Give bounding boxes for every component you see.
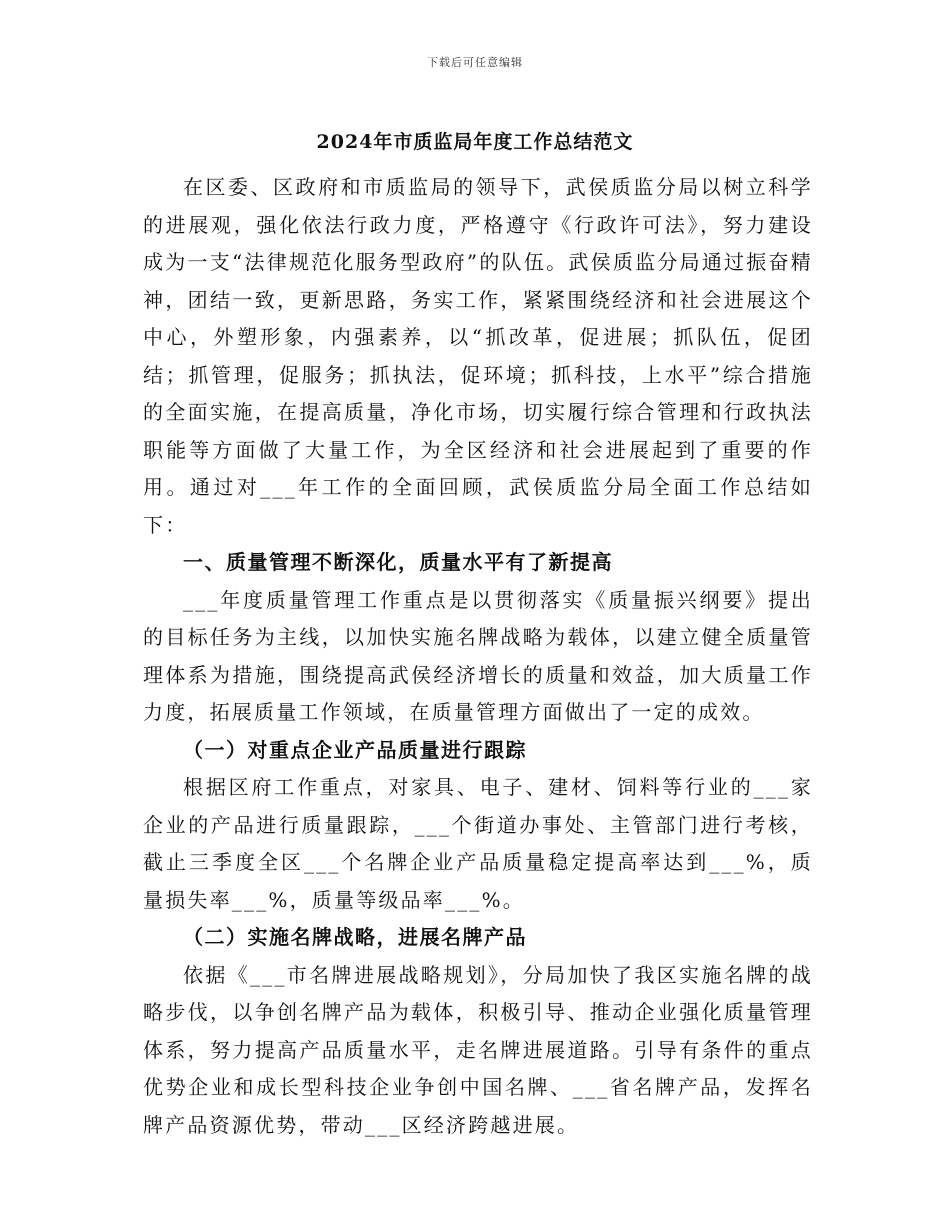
- subsection-2-heading: （二）实施名牌战略，进展名牌产品: [183, 925, 527, 949]
- section-1-paragraph: ___年度质量管理工作重点是以贯彻落实《质量振兴纲要》提出的目标任务为主线，以加快实施名牌战略为载体，以建立健全质量管理体系为措施，围绕提高武侯经济增长的质量和效益，加大质量工作力度，拓展质量工作领域，在质量管理方面做出了一定的成效。: [143, 587, 813, 724]
- subsection-2-paragraph: 依据《___市名牌进展战略规划》，分局加快了我区实施名牌的战略步伐，以争创名牌产品为载体，积极引导、推动企业强化质量管理体系，努力提高产品质量水平，走名牌进展道路。引导有条件的重点优势企业和成长型科技企业争创中国名牌、___省名牌产品，发挥名牌产品资源优势，带动___区经济跨越进展。: [143, 962, 813, 1137]
- subsection-1-heading: （一）对重点企业产品质量进行跟踪: [183, 737, 527, 762]
- document-title: 2024年市质监局年度工作总结范文: [316, 131, 634, 153]
- document-body: [143, 169, 813, 1144]
- subsection-1-paragraph: 根据区府工作重点，对家具、电子、建材、饲料等行业的___家企业的产品进行质量跟踪，___个街道办事处、主管部门进行考核，截止三季度全区___个名牌企业产品质量稳定提高率达到___%，质量损失率___%，质量等级品率___%。: [143, 775, 813, 912]
- header-note: 下载后可任意编辑: [427, 56, 523, 69]
- intro-paragraph: 在区委、区政府和市质监局的领导下，武侯质监分局以树立科学的进展观，强化依法行政力度，严格遵守《行政许可法》，努力建设成为一支“法律规范化服务型政府”的队伍。武侯质监分局通过振奋精神，团结一致，更新思路，务实工作，紧紧围绕经济和社会进展这个中心，外塑形象，内强素养，以“抓改革，促进展；抓队伍，促团结；抓管理，促服务；抓执法，促环境；抓科技，上水平”综合措施的全面实施，在提高质量，净化市场，切实履行综合管理和行政执法职能等方面做了大量工作，为全区经济和社会进展起到了重要的作用。通过对___年工作的全面回顾，武侯质监分局全面工作总结如下：: [143, 175, 813, 537]
- section-1-heading: 一、质量管理不断深化，质量水平有了新提高: [183, 550, 613, 574]
